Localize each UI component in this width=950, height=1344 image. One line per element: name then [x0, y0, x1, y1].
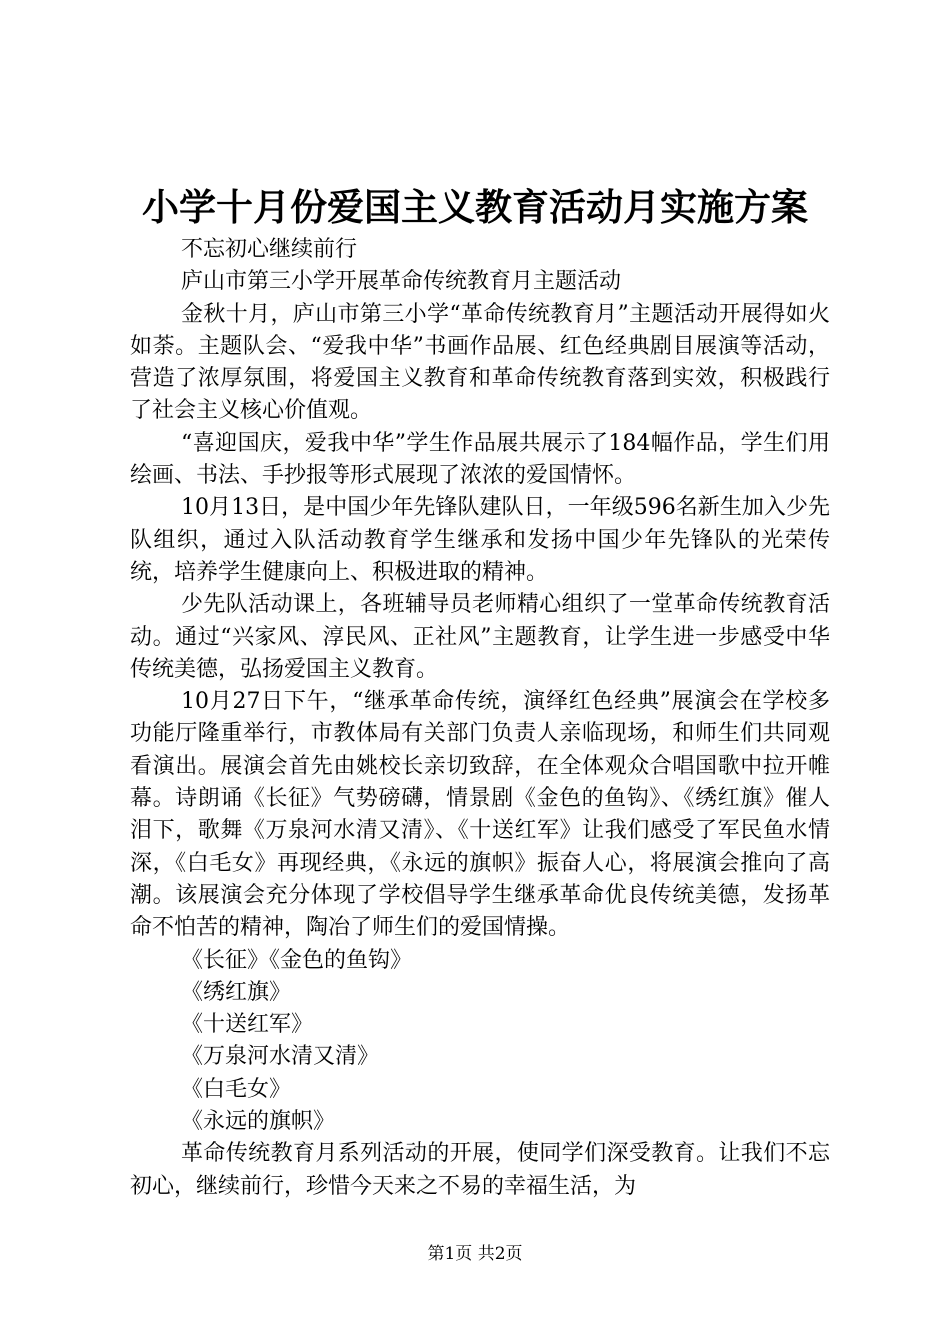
program-item: 《永远的旗帜》	[181, 1109, 336, 1135]
document-title: 小学十月份爱国主义教育活动月实施方案	[142, 185, 808, 229]
document-body	[130, 234, 830, 1203]
paragraph-subtitle: 不忘初心继续前行	[181, 237, 358, 262]
paragraph: 革命传统教育月系列活动的开展，使同学们深受教育。让我们不忘初心，继续前行，珍惜今天来之不易的幸福生活，为	[130, 1141, 830, 1199]
paragraph: “喜迎国庆，爱我中华”学生作品展共展示了184幅作品，学生们用绘画、书法、手抄报等形式展现了浓浓的爱国情怀。	[130, 430, 830, 489]
program-item: 《绣红旗》	[181, 979, 292, 1005]
paragraph: 金秋十月，庐山市第三小学“革命传统教育月”主题活动开展得如火如荼。主题队会、“爱我中华”书画作品展、红色经典剧目展演等活动，营造了浓厚氛围，将爱国主义教育和革命传统教育落到实效，积极践行了社会主义核心价值观。	[130, 301, 830, 424]
program-item: 《白毛女》	[181, 1076, 292, 1102]
page-footer: 第1页 共2页	[427, 1244, 523, 1264]
paragraph: 少先队活动课上，各班辅导员老师精心组织了一堂革命传统教育活动。通过“兴家风、淳民风、正社风”主题教育，让学生进一步感受中华传统美德，弘扬爱国主义教育。	[130, 592, 830, 682]
paragraph-headline: 庐山市第三小学开展革命传统教育月主题活动	[181, 269, 622, 295]
paragraph: 10月27日下午，“继承革命传统，演绎红色经典”展演会在学校多功能厅隆重举行，市教体局有关部门负责人亲临现场，和师生们共同观看演出。展演会首先由姚校长亲切致辞，在全体观众合唱国歌中拉开帷幕。诗朗诵《长征》气势磅礴，情景剧《金色的鱼钩》、《绣红旗》催人泪下，歌舞《万泉河水清又清》、《十送红军》让我们感受了军民鱼水情深，《白毛女》再现经典，《永远的旗帜》振奋人心，将展演会推向了高潮。该展演会充分体现了学校倡导学生继承革命优良传统美德，发扬革命不怕苦的精神，陶冶了师生们的爱国情操。	[130, 689, 830, 941]
paragraph: 10月13日，是中国少年先锋队建队日，一年级596名新生加入少先队组织，通过入队活动教育学生继承和发扬中国少年先锋队的光荣传统，培养学生健康向上、积极进取的精神。	[130, 495, 830, 585]
program-item: 《长征》《金色的鱼钩》	[181, 947, 413, 973]
program-item: 《十送红军》	[181, 1012, 314, 1038]
program-item: 《万泉河水清又清》	[181, 1044, 380, 1070]
